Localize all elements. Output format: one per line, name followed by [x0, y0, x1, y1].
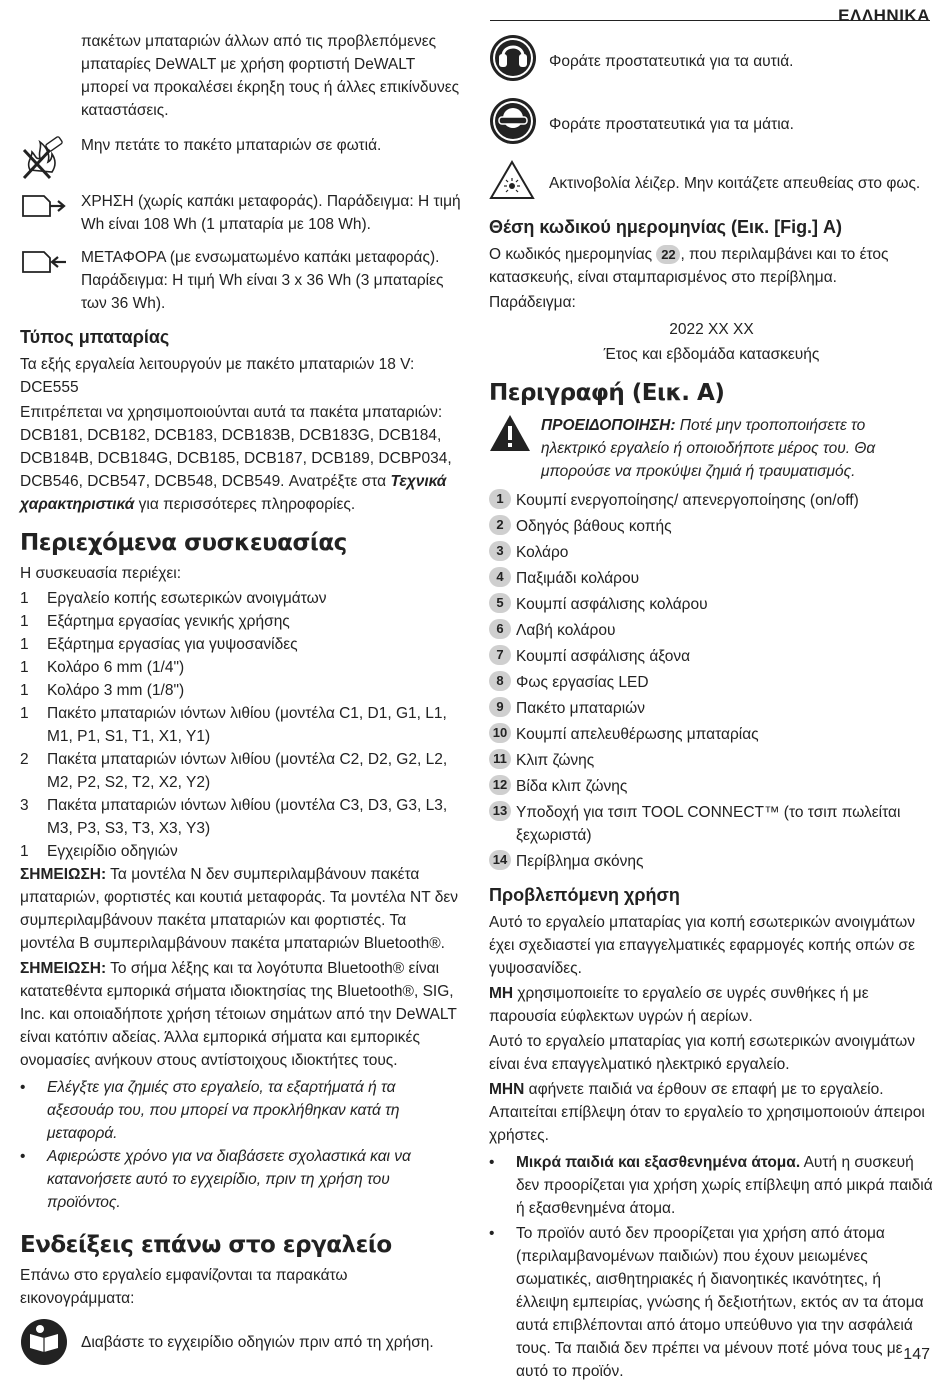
part-label: Κλιπ ζώνης — [516, 752, 595, 769]
part-item — [489, 593, 934, 616]
specs-reference: Τεχνικά χαρακτηριστικά — [20, 473, 447, 513]
package-item: 3 Πακέτα μπαταριών ιόντων λιθίου (μοντέλα C3, D3, G3, L3, M3, P3, S3, T3, X3, Y3) — [20, 797, 448, 837]
part-number-badge: 9 — [489, 697, 511, 717]
package-item: 1 Εργαλείο κοπής εσωτερικών ανοιγμάτων — [20, 590, 327, 607]
package-item: 1 Κολάρο 6 mm (1/4") — [20, 659, 185, 676]
list-item: • Αφιερώστε χρόνο για να διαβάσετε σχολαστικά και να κατανοήσετε αυτό το εγχειρίδιο, πριν τη χρήση του προϊόντος. — [20, 1148, 411, 1211]
description-heading: Περιγραφή (Εικ. A) — [489, 380, 725, 406]
eye-protection-row — [489, 97, 934, 152]
intended-use-heading: Προβλεπόμενη χρήση — [489, 885, 680, 905]
example-label: Παράδειγμα: — [489, 294, 576, 311]
eye-protection-text: Φοράτε προστατευτικά για τα μάτια. — [549, 116, 794, 133]
date-code-heading: Θέση κωδικού ημερομηνίας (Εικ. [Fig.] A) — [489, 217, 843, 237]
battery-type-p2: Επιτρέπεται να χρησιμοποιούνται αυτά τα πακέτα μπαταριών: DCB181, DCB182, DCB183, DCB183B, DCB183G, DCB184, DCB184B, DCB184G, DCB185, DCB187, DCB189, DCBP034, DCB546, DCB547, DCB548, DCB549. Ανατρέξτε στα Τεχνικά χαρακτηριστικά για περισσότερες πληροφορίες. — [20, 404, 452, 513]
part-item — [489, 567, 934, 590]
warning-text: ΠΡΟΕΙΔΟΠΟΙΗΣΗ: Ποτέ μην τροποποιήσετε το ηλεκτρικό εργαλείο ή οποιοδήποτε μέρος του. Θα μπορούσε να προκύψει ζημιά ή τραυματισμός. — [541, 417, 876, 480]
part-item — [489, 749, 934, 772]
intended-p1: Αυτό το εργαλείο μπαταρίας για κοπή εσωτερικών ανοιγμάτων έχει σχεδιαστεί για επαγγελματικές εφαρμογές κοπής οπών σε γυψοσανίδες. — [489, 914, 915, 977]
markings-heading: Ενδείξεις επάνω στο εργαλείο — [20, 1232, 392, 1258]
battery-type-heading: Τύπος μπαταρίας — [20, 327, 170, 347]
page-number: 147 — [903, 1346, 930, 1363]
use-text: ΧΡΗΣΗ (χωρίς καπάκι μεταφοράς). Παράδειγμα: Η τιμή Wh είναι 108 Wh (1 μπαταρία με 108 Wh). — [81, 193, 461, 233]
header-rule — [490, 20, 930, 21]
part-number-badge: 10 — [489, 723, 511, 743]
part-label: Κουμπί ενεργοποίησης/ απενεργοποίησης (on/off) — [516, 492, 859, 509]
part-number-badge: 14 — [489, 850, 511, 870]
part-label: Κολάρο — [516, 544, 569, 561]
package-intro: Η συσκευασία περιέχει: — [20, 565, 182, 582]
part-label: Βίδα κλιπ ζώνης — [516, 778, 628, 795]
markings-intro: Επάνω στο εργαλείο εμφανίζονται τα παρακάτω εικονογράμματα: — [20, 1267, 348, 1307]
ear-protection-row — [489, 34, 934, 89]
part-label: Περίβλημα σκόνης — [516, 853, 644, 870]
package-item: 1 Εξάρτημα εργασίας για γυψοσανίδες — [20, 636, 298, 653]
warning-icon — [489, 414, 541, 483]
ear-protection-text: Φοράτε προστατευτικά για τα αυτιά. — [549, 53, 794, 70]
part-label: Παξιμάδι κολάρου — [516, 570, 640, 587]
part-item — [489, 775, 934, 798]
part-number-badge: 2 — [489, 515, 511, 535]
fire-warning-row — [20, 134, 465, 180]
part-number-badge: 4 — [489, 567, 511, 587]
part-item — [489, 850, 934, 873]
battery-type-p1: Τα εξής εργαλεία λειτουργούν με πακέτο μπαταριών 18 V: DCE555 — [20, 356, 415, 396]
package-item: 1 Πακέτο μπαταριών ιόντων λιθίου (μοντέλα C1, D1, G1, L1, M1, P1, S1, T1, X1, Y1) — [20, 705, 447, 745]
part-number-badge: 12 — [489, 775, 511, 795]
part-item — [489, 541, 934, 564]
part-item — [489, 801, 934, 847]
package-list — [20, 587, 465, 863]
intended-p2: ΜΗ χρησιμοποιείτε το εργαλείο σε υγρές συνθήκες ή με παρουσία εύφλεκτων υγρών ή αερίων. — [489, 985, 869, 1025]
part-label: Λαβή κολάρου — [516, 622, 616, 639]
transport-text: ΜΕΤΑΦΟΡΑ (με ενσωματωμένο καπάκι μεταφοράς). Παράδειγμα: Η τιμή Wh είναι 3 x 36 Wh (3 μπαταρίες των 36 Wh). — [81, 249, 444, 312]
eye-protection-icon — [489, 97, 549, 152]
left-column — [20, 30, 465, 1372]
laser-row — [489, 160, 934, 207]
list-item: • Το προϊόν αυτό δεν προορίζεται για χρήση από άτομα (περιλαμβανομένων παιδιών) που έχουν μειωμένες σωματικές, αισθητηριακές ή διανοητικές ικανότητες, ή έλλειψη εμπειρίας, γνώσης ή δεξιοτήτων, εκτός αν τα άτομα αυτά επιβλέπονται από άτομο υπεύθυνο για την ασφάλειά τους. Τα παιδιά δεν πρέπει να μένουν ποτέ μόνα τους με αυτό το προϊόν. — [489, 1225, 924, 1380]
safety-bullets — [489, 1151, 934, 1383]
part-label: Πακέτο μπαταριών — [516, 700, 645, 717]
manual-row — [20, 1318, 465, 1366]
intro-text: πακέτων μπαταριών άλλων από τις προβλεπόμενες μπαταρίες DeWALT με χρήση φορτιστή DeWALT μπορεί να προκαλέσει έκρηξη τους ή άλλες επικίνδυνες καταστάσεις. — [81, 33, 460, 119]
package-item: 1 Εγχειρίδιο οδηγιών — [20, 843, 178, 860]
part-number-badge: 7 — [489, 645, 511, 665]
fire-warning-text: Μην πετάτε το πακέτο μπαταριών σε φωτιά. — [81, 137, 382, 154]
list-item: • Μικρά παιδιά και εξασθενημένα άτομα. Αυτή η συσκευή δεν προορίζεται για χρήση χωρίς επίβλεψη από μικρά παιδιά ή εξασθενημένα άτομα. — [489, 1154, 933, 1217]
part-number-badge: 11 — [489, 749, 511, 769]
part-item — [489, 489, 934, 512]
part-item — [489, 671, 934, 694]
ear-protection-icon — [489, 34, 549, 89]
part-item — [489, 723, 934, 746]
battery-use-icon — [20, 190, 81, 220]
transport-row — [20, 246, 465, 315]
part-number-badge: 5 — [489, 593, 511, 613]
part-label: Κουμπί απελευθέρωσης μπαταρίας — [516, 726, 759, 743]
part-label: Κουμπί ασφάλισης κολάρου — [516, 596, 708, 613]
part-label: Οδηγός βάθους κοπής — [516, 518, 672, 535]
part-label: Κουμπί ασφάλισης άξονα — [516, 648, 691, 665]
date-code-badge: 22 — [656, 245, 680, 264]
laser-warning-icon — [489, 160, 549, 207]
part-number-badge: 8 — [489, 671, 511, 691]
use-row — [20, 190, 465, 236]
warning-block — [489, 414, 934, 483]
part-item — [489, 515, 934, 538]
parts-list — [489, 489, 934, 873]
part-item — [489, 697, 934, 720]
part-number-badge: 6 — [489, 619, 511, 639]
package-item: 1 Εξάρτημα εργασίας γενικής χρήσης — [20, 613, 290, 630]
right-column — [489, 30, 934, 1383]
battery-transport-icon — [20, 246, 81, 276]
read-manual-icon — [20, 1318, 81, 1366]
check-bullets — [20, 1076, 465, 1214]
package-item: 1 Κολάρο 3 mm (1/8") — [20, 682, 185, 699]
note-1: ΣΗΜΕΙΩΣΗ: Τα μοντέλα N δεν συμπεριλαμβάνουν πακέτα μπαταριών, φορτιστές και κουτιά μεταφοράς. Τα μοντέλα NT δεν συμπεριλαμβάνουν πακέτα μπαταριών και φορτιστές. Τα μοντέλα B συμπεριλαμβάνουν πακέτα μπαταριών Bluetooth®. — [20, 866, 459, 952]
header-language: ΕΛΛΗΝΙΚΑ — [838, 6, 930, 25]
date-code-paragraph: Ο κωδικός ημερομηνίας 22 , που περιλαμβάνει και το έτος κατασκευής, είναι σταμπαρισμένος στο περίβλημα. — [489, 246, 889, 286]
package-item: 2 Πακέτα μπαταριών ιόντων λιθίου (μοντέλα C2, D2, G2, L2, M2, P2, S2, T2, X2, Y2) — [20, 751, 448, 791]
part-label: Φως εργασίας LED — [516, 674, 649, 691]
example-caption: Έτος και εβδομάδα κατασκευής — [603, 346, 820, 363]
package-heading: Περιεχόμενα συσκευασίας — [20, 530, 347, 556]
intended-p3: Αυτό το εργαλείο μπαταρίας για κοπή εσωτερικών ανοιγμάτων είναι ένα επαγγελματικό ηλεκτρικό εργαλείο. — [489, 1033, 915, 1073]
part-number-badge: 1 — [489, 489, 511, 509]
part-item — [489, 619, 934, 642]
part-label: Υποδοχή για τσιπ TOOL CONNECT™ (το τσιπ πωλείται ξεχωριστά) — [516, 804, 901, 844]
part-item — [489, 645, 934, 668]
no-fire-icon — [20, 134, 81, 180]
laser-text: Ακτινοβολία λέιζερ. Μην κοιτάζετε απευθείας στο φως. — [549, 175, 921, 192]
manual-text: Διαβάστε το εγχειρίδιο οδηγιών πριν από τη χρήση. — [81, 1333, 434, 1351]
part-number-badge: 3 — [489, 541, 511, 561]
intended-p4: ΜΗΝ αφήνετε παιδιά να έρθουν σε επαφή με το εργαλείο. Απαιτείται επίβλεψη όταν το εργαλείο το χρησιμοποιούν άπειροι χρήστες. — [489, 1081, 925, 1144]
example-code: 2022 XX XX — [669, 321, 754, 338]
note-2: ΣΗΜΕΙΩΣΗ: Το σήμα λέξης και τα λογότυπα Bluetooth® είναι κατατεθέντα εμπορικά σήματα ιδιοκτησίας της Bluetooth®, SIG, Inc. και οποιαδήποτε χρήση τέτοιων σημάτων από την DeWALT είναι κατόπιν αδείας. Άλλα εμπορικά σήματα και εμπορικές ονομασίες ανήκουν στους αντίστοιχους ιδιοκτήτες τους. — [20, 960, 457, 1069]
part-number-badge: 13 — [489, 801, 511, 821]
list-item: • Ελέγξτε για ζημιές στο εργαλείο, τα εξαρτήματά ή τα αξεσουάρ του, που μπορεί να προκλήθηκαν κατά τη μεταφορά. — [20, 1079, 400, 1142]
